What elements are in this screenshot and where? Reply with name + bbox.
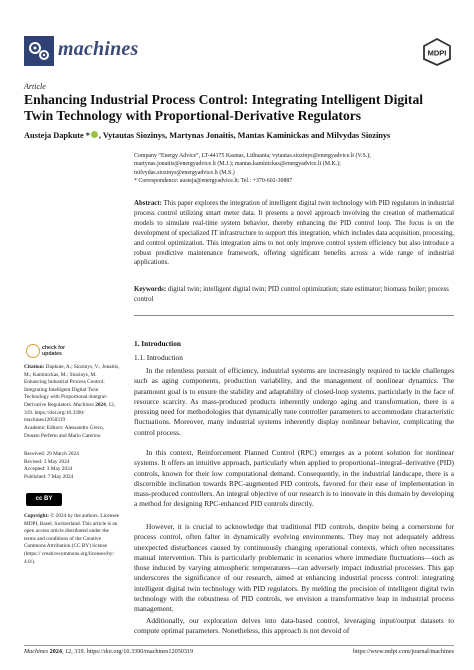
keywords-text: digital twin; intelligent digital twin; PID control optimization; state estimator; biomass boiler; process control [134,286,449,303]
paper-title: Enhancing Industrial Process Control: Integrating Intelligent Digital Twin Technology with Proportional-Derivative Regulators [24,92,424,123]
footer-year: 2024 [48,648,62,655]
citation-label: Citation: [24,364,45,370]
affiliation-line: martynas.jonaitis@energyadvice.lt (M.J.); mantas.kaminickas@energyadvice.lt (M.K.); [134,161,341,168]
affiliation-line: Company “Energy Advice”, LT-44175 Kaunas, Lithuania; vytautas.siozinys@energyadvice.lt (V.S.); [134,153,371,159]
body-paragraph: Additionally, our exploration delves into data-based control, leveraging input/output datasets to compute optimal parameters. Nonetheless, this approach is not devoid of [134,616,454,636]
footer-journal-link[interactable]: https://www.mdpi.com/journal/machines [353,648,454,655]
mdpi-logo-text: MDPI [427,48,447,58]
article-type: Article [24,82,46,91]
footer-journal: Machines [24,648,49,655]
keywords [134,285,454,305]
check-updates-line: updates [42,351,62,357]
footer-doi[interactable]: , 12, 319. https://doi.org/10.3390/machines12050319 [61,648,194,655]
copyright-text: © 2024 by the authors. Licensee MDPI, Basel, Switzerland. This article is an open access article distributed under the terms and conditions of the Creative Commons Attribution (CC BY) license (https:// creativecommons.org/licenses/by/ 4.0/). [24,513,120,565]
section-heading: 1. Introduction [134,339,181,348]
body-paragraph: In the relentless pursuit of efficiency, industrial systems are increasingly required to tackle challenges such as aging components, production variability, and the management of nonlinear dynamics. The paramount goal is to ensure the stability and adaptability of closed-loop systems, particularly in the face of resource scarcity. As mass-produced products inherently undergo aging and transformation, there is a pressing need for methodologies that dynamically tune controller parameters to accommodate characteristic fluctuations. Moreover, many industrial systems inherently display nonlinear behavior, complicating the control process. [134,366,454,437]
footer-citation [24,648,193,655]
academic-editors: Academic Editors: Alessandro Greco, Donato Perfetto and Mario Caterino [24,425,105,439]
journal-logo [24,36,54,66]
citation-text: Dapkute, A.; Siozinys, V.; Jonaitis, M.; Kaminickas, M.; Siozinys, M. Enhancing Industrial Process Control: Integrating Intelligent Digital Twin Technology with Proportional-Integral-Derivative Regulators. [24,364,120,408]
body-paragraph: However, it is crucial to acknowledge that traditional PID controls, despite being a cornerstone for process control, often falter in dynamically evolving environments. They may not adequately address unexpected disturbances caused by continuously changing operational contexts, which often necessitates manual intervention. This is particularly problematic in scenarios where immediate fluctuations—such as those induced by varying atmospheric temperatures—can adversely impact industrial processes. This gap underscores the significance of our research, aimed at enhancing industrial process control: integrating intelligent digital twin technology with PID regulators. By melding the precision of intelligent digital twin technology with the robustness of PID controls, we envision a transformative leap in industrial process management. [134,522,454,614]
mdpi-logo [422,38,452,66]
subsection-heading: 1.1. Introduction [134,353,183,362]
abstract-text: This paper explores the integration of intelligent digital twin technology with PID regulators in industrial process control utilizing smart meter data. It presents a novel approach involving the creation of mathematical models to simulate real-time system behavior, thereby enhancing the PID control loop. The focus is on the development of specialized IT infrastructure to support this integration, which includes data acquisition, processing, and control optimization. This integration aims to not only improve control system efficiency but also introduce a robust predictive maintenance framework, offering significant benefits across a wide range of industrial applications. [134,200,454,267]
citation-rest[interactable]: , 12, 319. https://doi.org/10.3390/ machines12050319 [24,401,116,424]
dates-block [24,451,120,481]
check-updates-badge[interactable] [42,345,65,357]
citation-journal: Machines [73,401,94,408]
journal-name: machines [58,38,139,60]
other-authors: , Vytautas Siozinys, Martynas Jonaitis, Mantas Kaminickas and Milvydas Siozinys [98,131,391,140]
footer-divider [24,645,454,646]
copyright-block [24,513,120,566]
abstract-label: Abstract: [134,200,162,207]
received-date: Received: 29 March 2024 [24,451,79,457]
accepted-date: Accepted: 3 May 2024 [24,466,73,473]
citation-block [24,364,120,425]
revised-date: Revised: 2 May 2024 [24,458,70,465]
cc-by-license-icon[interactable]: cc BY [26,493,62,506]
first-author: Austeja Dapkute * [24,131,90,140]
keywords-label: Keywords: [134,286,167,293]
correspondence-line: * Correspondence: austeja@energyadvice.lt; Tel.: +370-602-30887 [134,178,293,185]
affiliation-block [134,152,454,186]
orcid-icon[interactable] [91,131,98,138]
affiliation-line: milvydas.siozinys@energyadvice.lt (M.S.) [134,169,235,176]
divider [134,315,454,316]
author-list [24,131,464,140]
citation-year: 2024 [93,401,106,408]
check-updates-icon[interactable] [26,344,40,358]
published-date: Published: 7 May 2024 [24,473,74,480]
abstract [134,199,454,268]
body-paragraph: In this context, Reinforcement Planned Control (RPC) emerges as a potent solution for nonlinear systems. It offers an intuitive approach, particularly when applied to proportional–integral–derivative (PID) controls, known for their low computational demand. Consequently, in the industrial landscape, there is a discernible inclination towards RPC-augmented PID controls, favored for their ease of implementation in mass-produced controllers. An integral objective of our research is to innovate in this domain by developing a method for designing RPC-enhanced PID controls directly. [134,448,454,509]
copyright-label: Copyright: [24,513,50,519]
check-updates-line: check for [42,345,66,351]
